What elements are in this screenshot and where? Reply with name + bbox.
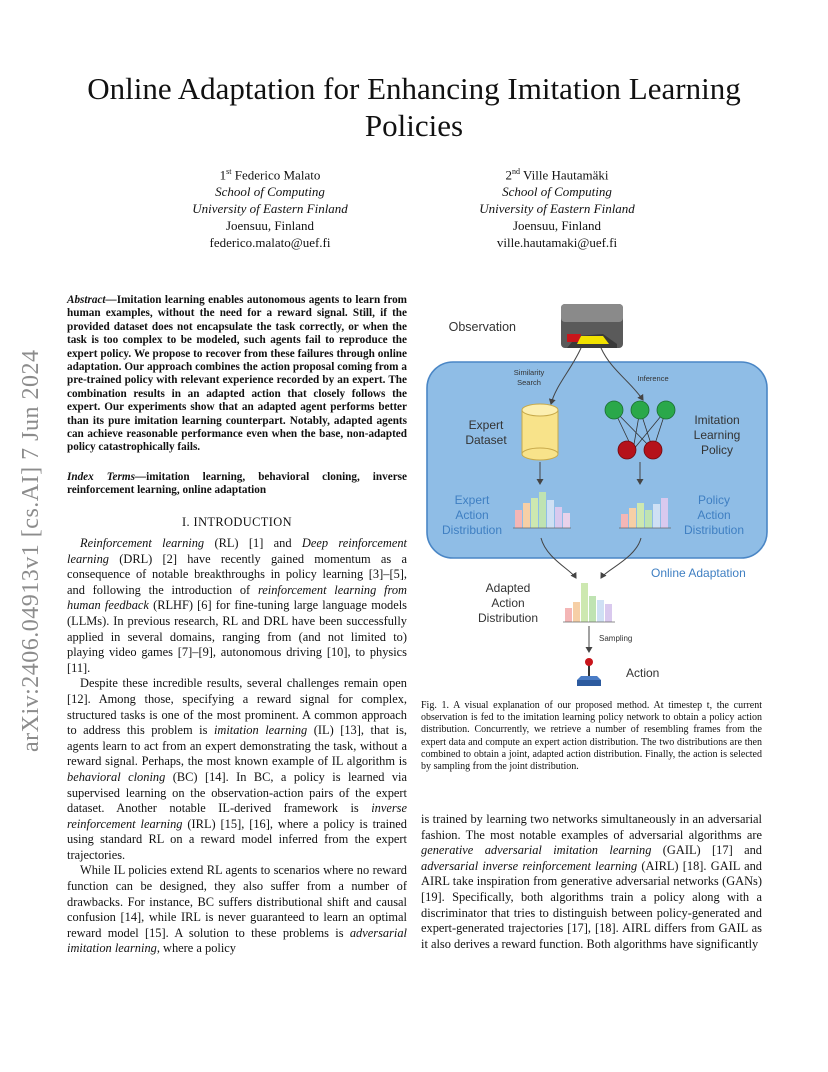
observation-label: Observation (448, 320, 516, 334)
similarity-search-label: Similarity Search (513, 368, 545, 387)
expert-dataset-label: Expert Dataset (465, 418, 507, 447)
section-heading: I. INTRODUCTION (182, 515, 292, 529)
intro-paragraph-2: Despite these incredible results, several challenges remain open [12]. Among those, specifying a reward signal for complex, structured tasks is one of the most prominent. A common approach to address this problem is imitation learning (IL) [13], that is, agents learn to act from an expert demonstrating the task, without a reward signal. Perhaps, the most known example of IL algorithm is behavioral cloning (BC) [14]. In BC, a policy is learned via supervised learning on the observation-action pairs of the expert dataset. Another notable IL-derived framework is inverse reinforcement learning (IRL) [15], [16], where a policy is trained using standard RL on a reward model inferred from the expert trajectories. (67, 676, 407, 862)
expert-distribution-label: Expert Action Distribution (441, 493, 503, 537)
policy-distribution-label: Policy Action Distribution (683, 493, 745, 537)
figure-caption: Fig. 1. A visual explanation of our proposed method. At timestep t, the current observation is fed to the imitation learning policy network to obtain a policy action distribution. Concurrently, we retrieve a number of resembling frames from the expert data and compute an expert action distribution. The two distributions are then combined to obtain a joint, adapted action distribution. Finally, the action is selected by sampling from the joint distribution. (421, 700, 762, 773)
right-paragraph-1: is trained by learning two networks simultaneously in an adversarial fashion. The most notable examples of adversarial algorithms are generative adversarial imitation learning (GAIL) [17] and adversarial inverse reinforcement learning (AIRL) [18]. GAIL and AIRL take inspiration from generative adversarial networks (GANs) [19]. Specifically, both algorithms train a policy along with a discriminator that tries to distinguish between policy-generated and expert-generated trajectories [17], [18]. AIRL differs from GAIL as it also derives a reward function. Both algorithms have significantly (421, 812, 763, 951)
joystick-icon (577, 658, 601, 686)
author-block-1 (150, 163, 390, 251)
abstract: Abstract—Imitation learning enables autonomous agents to learn from human examples, without the need for a reward signal. Still, if the provided dataset does not encapsulate the task correctly, or when the task is too complex to be modeled, such agents fail to reproduce the expert policy. We propose to recover from these failures through online adaptation. Our approach combines the action proposal coming from a pre-trained policy with relevant experience recorded by an expert. The combination results in an adapted action that closely follows the expert. Our experiments show that an adapted agent performs better than its pure imitation learning counterpart. Notably, adapted agents can achieve reasonable performance even when the base, non-adapted policy catastrophically fails. (67, 294, 407, 454)
right-column-text (421, 812, 762, 952)
author-univ-2: University of Eastern Finland (479, 201, 635, 217)
author-univ-1: University of Eastern Finland (192, 201, 348, 217)
arxiv-stamp: arXiv:2406.04913v1 [cs.AI] 7 Jun 2024 (18, 349, 44, 752)
observation-frame-icon (561, 304, 623, 348)
paper-title: Online Adaptation for Enhancing Imitation Learning Policies (87, 71, 741, 143)
author-dept-1: School of Computing (215, 184, 325, 200)
author-city-2: Joensuu, Finland (512, 218, 602, 234)
adapted-distribution-label: Adapted Action Distribution (477, 581, 539, 625)
author-name-1: 1st Federico Malato (219, 167, 321, 183)
adapted-distribution-histogram (563, 583, 615, 622)
introduction-text (67, 536, 407, 957)
action-label: Action (626, 666, 660, 680)
il-policy-label: Imitation Learning Policy (693, 413, 741, 457)
sampling-label: Sampling (599, 634, 633, 643)
author-name-2: 2nd Ville Hautamäki (505, 167, 609, 183)
inference-label: Inference (637, 374, 669, 383)
author-email-2: ville.hautamaki@uef.fi (496, 235, 618, 251)
intro-paragraph-1: Reinforcement learning (RL) [1] and Deep reinforcement learning (DRL) [2] have recently gained momentum as a consequence of notable breakthroughs in policy learning [3]–[5], and following the introduction of reinforcement learning from human feedback (RLHF) [6] for fine-tuning large language models (LLMs). In previous research, RL and DRL have been successfully applied in several domains, ranging from (and not limited to) playing video games [7]–[9], autonomous driving [10], to physics [11]. (67, 536, 407, 675)
author-dept-2: School of Computing (502, 184, 612, 200)
index-terms: Index Terms—imitation learning, behavioral cloning, inverse reinforcement learning, online adaptation (67, 471, 407, 497)
expert-dataset-cylinder-icon (522, 404, 558, 460)
author-city-1: Joensuu, Finland (225, 218, 315, 234)
online-adaptation-label: Online Adaptation (651, 566, 746, 580)
intro-paragraph-3: While IL policies extend RL agents to scenarios where no reward function can be designed, they also suffer from a number of drawbacks. For instance, BC suffers distributional shift and causal confusion [14], while IRL is never guaranteed to learn an optimal reward model [15]. A solution to these problems is adversarial imitation learning, where a policy (67, 863, 407, 956)
author-email-1: federico.malato@uef.fi (209, 235, 331, 251)
author-block-2 (437, 163, 677, 251)
method-figure (421, 300, 771, 695)
